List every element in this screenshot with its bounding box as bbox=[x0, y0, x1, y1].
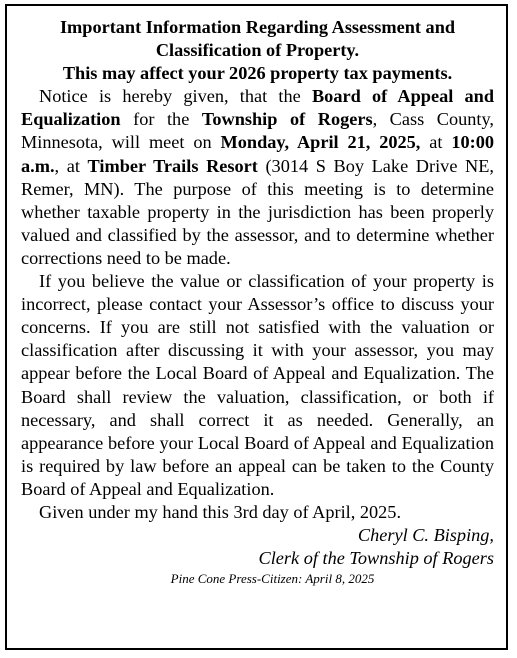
notice-paragraph bbox=[21, 85, 494, 270]
notice-text: (3014 S Boy Lake Drive NE, Remer, MN). The purpose of this meeting is to determine whether taxable property in the jurisdiction has been properly valued and classified by the assessor, and to determine whether corrections need to be made. bbox=[21, 155, 494, 268]
township-name: Township of Rogers bbox=[201, 109, 373, 130]
notice-text: at bbox=[420, 132, 452, 153]
title-line-1: Important Information Regarding Assessment and Classification of Property. bbox=[59, 17, 456, 61]
title-line-2: This may affect your 2026 property tax payments. bbox=[62, 63, 453, 84]
signature-name: Cheryl C. Bisping, bbox=[357, 525, 494, 546]
meeting-location: Timber Trails Resort bbox=[87, 155, 258, 176]
given-line: Given under my hand this 3rd day of April, 2025. bbox=[39, 501, 402, 522]
notice-text: , at bbox=[54, 155, 88, 176]
notice-text: for the bbox=[120, 109, 202, 130]
signature-role: Clerk of the Township of Rogers bbox=[258, 548, 494, 569]
meeting-date: Monday, April 21, 2025, bbox=[220, 132, 421, 153]
appeal-paragraph: If you believe the value or classification of your property is incorrect, please contact your Assessor’s office to discuss your concerns. If you are still not satisfied with the valuation or classification after discussing it with your assessor, you may appear before the Local Board of Appeal and Equalization. The Board shall review the valuation, classification, or both if necessary, and shall correct it as needed. Generally, an appearance before your Local Board of Appeal and Equalization is required by law before an appeal can be taken to the County Board of Appeal and Equalization. bbox=[21, 271, 494, 499]
legal-notice bbox=[5, 4, 508, 650]
notice-title bbox=[21, 16, 494, 85]
notice-text: Notice is hereby given, that the bbox=[39, 86, 312, 107]
notice-text: , Cass County, Minnesota, will meet on bbox=[21, 109, 494, 153]
publication-line: Pine Cone Press-Citizen: April 8, 2025 bbox=[170, 571, 375, 587]
board-name: Board of Appeal and Equalization bbox=[21, 86, 494, 130]
meeting-time: 10:00 a.m. bbox=[21, 132, 494, 176]
